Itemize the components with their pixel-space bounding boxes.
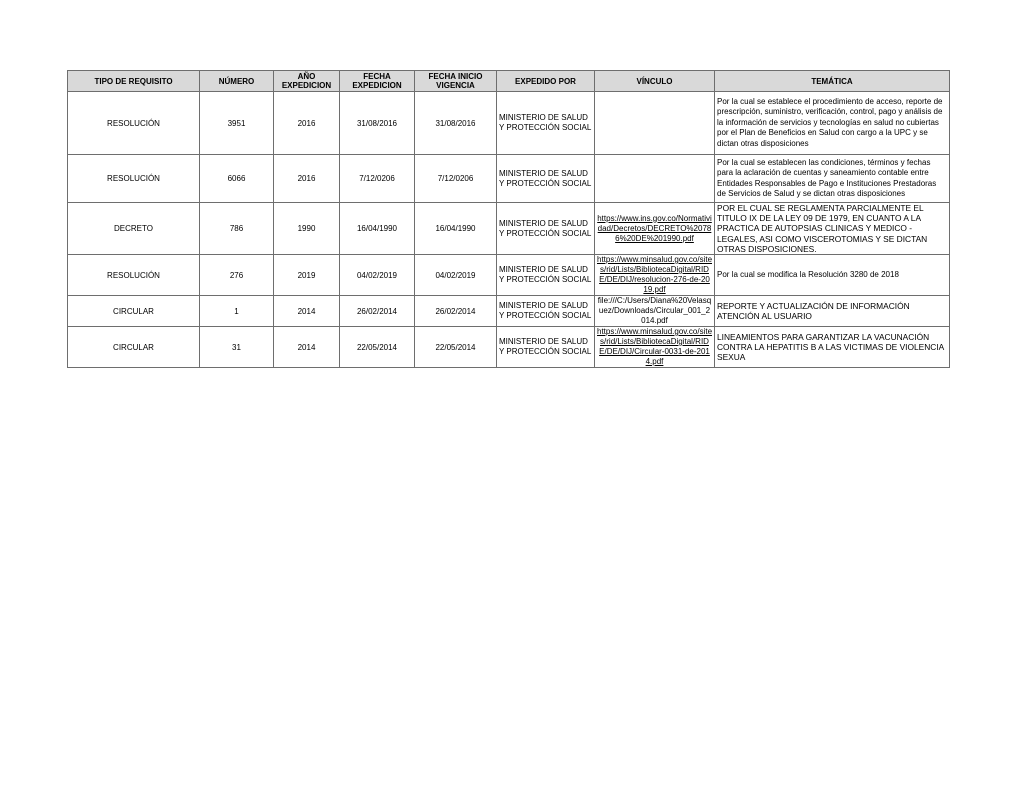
table-row bbox=[68, 155, 950, 203]
cell-fecha-inicio: 22/05/2014 bbox=[415, 327, 497, 368]
cell-tipo: RESOLUCIÓN bbox=[68, 92, 200, 155]
cell-expedido-por: MINISTERIO DE SALUD Y PROTECCIÓN SOCIAL bbox=[497, 327, 595, 368]
cell-expedido-por: MINISTERIO DE SALUD Y PROTECCIÓN SOCIAL bbox=[497, 203, 595, 255]
cell-tipo: CIRCULAR bbox=[68, 327, 200, 368]
cell-fecha-expedicion: 31/08/2016 bbox=[340, 92, 415, 155]
cell-anio: 2019 bbox=[274, 255, 340, 296]
cell-expedido-por: MINISTERIO DE SALUD Y PROTECCIÓN SOCIAL bbox=[497, 92, 595, 155]
cell-fecha-expedicion: 04/02/2019 bbox=[340, 255, 415, 296]
cell-fecha-expedicion: 26/02/2014 bbox=[340, 296, 415, 327]
cell-expedido-por: MINISTERIO DE SALUD Y PROTECCIÓN SOCIAL bbox=[497, 255, 595, 296]
cell-vinculo-link[interactable]: https://www.ins.gov.co/Normatividad/Decretos/DECRETO%20786%20DE%201990.pdf bbox=[595, 203, 715, 255]
cell-numero: 6066 bbox=[200, 155, 274, 203]
cell-fecha-expedicion: 22/05/2014 bbox=[340, 327, 415, 368]
cell-vinculo bbox=[595, 155, 715, 203]
cell-tipo: CIRCULAR bbox=[68, 296, 200, 327]
cell-fecha-inicio: 31/08/2016 bbox=[415, 92, 497, 155]
cell-tematica: LINEAMIENTOS PARA GARANTIZAR LA VACUNACIÓN CONTRA LA HEPATITIS B A LAS VICTIMAS DE VIOLENCIA SEXUA bbox=[715, 327, 950, 368]
header-tematica: TEMÁTICA bbox=[715, 71, 950, 92]
cell-fecha-inicio: 04/02/2019 bbox=[415, 255, 497, 296]
cell-expedido-por: MINISTERIO DE SALUD Y PROTECCIÓN SOCIAL bbox=[497, 296, 595, 327]
header-fecha-expedicion: FECHA EXPEDICION bbox=[340, 71, 415, 92]
table-row bbox=[68, 255, 950, 296]
cell-vinculo bbox=[595, 92, 715, 155]
cell-fecha-inicio: 16/04/1990 bbox=[415, 203, 497, 255]
cell-tematica: Por la cual se modifica la Resolución 3280 de 2018 bbox=[715, 255, 950, 296]
table-header-row bbox=[68, 71, 950, 92]
cell-fecha-inicio: 26/02/2014 bbox=[415, 296, 497, 327]
cell-anio: 2014 bbox=[274, 327, 340, 368]
header-numero: NÚMERO bbox=[200, 71, 274, 92]
cell-numero: 1 bbox=[200, 296, 274, 327]
cell-expedido-por: MINISTERIO DE SALUD Y PROTECCIÓN SOCIAL bbox=[497, 155, 595, 203]
requirements-table bbox=[67, 70, 950, 368]
cell-anio: 1990 bbox=[274, 203, 340, 255]
cell-vinculo-link[interactable]: https://www.minsalud.gov.co/sites/rid/Lists/BibliotecaDigital/RIDE/DE/DIJ/resolucion-276-de-2019.pdf bbox=[595, 255, 715, 296]
cell-numero: 31 bbox=[200, 327, 274, 368]
header-fecha-inicio-vigencia: FECHA INICIO VIGENCIA bbox=[415, 71, 497, 92]
cell-vinculo-path: file:///C:/Users/Diana%20Velasquez/Downloads/Circular_001_2014.pdf bbox=[595, 296, 715, 327]
cell-fecha-expedicion: 7/12/0206 bbox=[340, 155, 415, 203]
cell-tematica: Por la cual se establecen las condiciones, términos y fechas para la aclaración de cuentas y saneamiento contable entre Entidades Responsables de Pago e Instituciones Prestadoras de Servicios de Salud y se dictan otras disposiciones bbox=[715, 155, 950, 203]
cell-vinculo-link[interactable]: https://www.minsalud.gov.co/sites/rid/Lists/BibliotecaDigital/RIDE/DE/DIJ/Circular-0031-de-2014.pdf bbox=[595, 327, 715, 368]
cell-anio: 2014 bbox=[274, 296, 340, 327]
table-row bbox=[68, 296, 950, 327]
header-anio-expedicion: AÑO EXPEDICION bbox=[274, 71, 340, 92]
cell-tematica: POR EL CUAL SE REGLAMENTA PARCIALMENTE EL TITULO IX DE LA LEY 09 DE 1979, EN CUANTO A LA PRACTICA DE AUTOPSIAS CLINICAS Y MEDICO - LEGALES, ASI COMO VISCEROTOMIAS Y SE DICTAN OTRAS DISPOSICIONES. bbox=[715, 203, 950, 255]
cell-tipo: RESOLUCIÓN bbox=[68, 155, 200, 203]
cell-tematica: Por la cual se establece el procedimiento de acceso, reporte de prescripción, suministro, verificación, control, pago y análisis de la información de servicios y tecnologías en salud no cubiertas por el Plan de Beneficios en Salud con cargo a la UPC y se dictan otras disposiciones bbox=[715, 92, 950, 155]
cell-numero: 276 bbox=[200, 255, 274, 296]
cell-fecha-expedicion: 16/04/1990 bbox=[340, 203, 415, 255]
cell-tipo: DECRETO bbox=[68, 203, 200, 255]
table-row bbox=[68, 327, 950, 368]
cell-numero: 3951 bbox=[200, 92, 274, 155]
cell-anio: 2016 bbox=[274, 155, 340, 203]
header-vinculo: VÍNCULO bbox=[595, 71, 715, 92]
cell-tematica: REPORTE Y ACTUALIZACIÓN DE INFORMACIÓN ATENCIÓN AL USUARIO bbox=[715, 296, 950, 327]
cell-numero: 786 bbox=[200, 203, 274, 255]
header-expedido-por: EXPEDIDO POR bbox=[497, 71, 595, 92]
table-row bbox=[68, 203, 950, 255]
cell-anio: 2016 bbox=[274, 92, 340, 155]
header-tipo-requisito: TIPO DE REQUISITO bbox=[68, 71, 200, 92]
table-row bbox=[68, 92, 950, 155]
cell-fecha-inicio: 7/12/0206 bbox=[415, 155, 497, 203]
cell-tipo: RESOLUCIÓN bbox=[68, 255, 200, 296]
